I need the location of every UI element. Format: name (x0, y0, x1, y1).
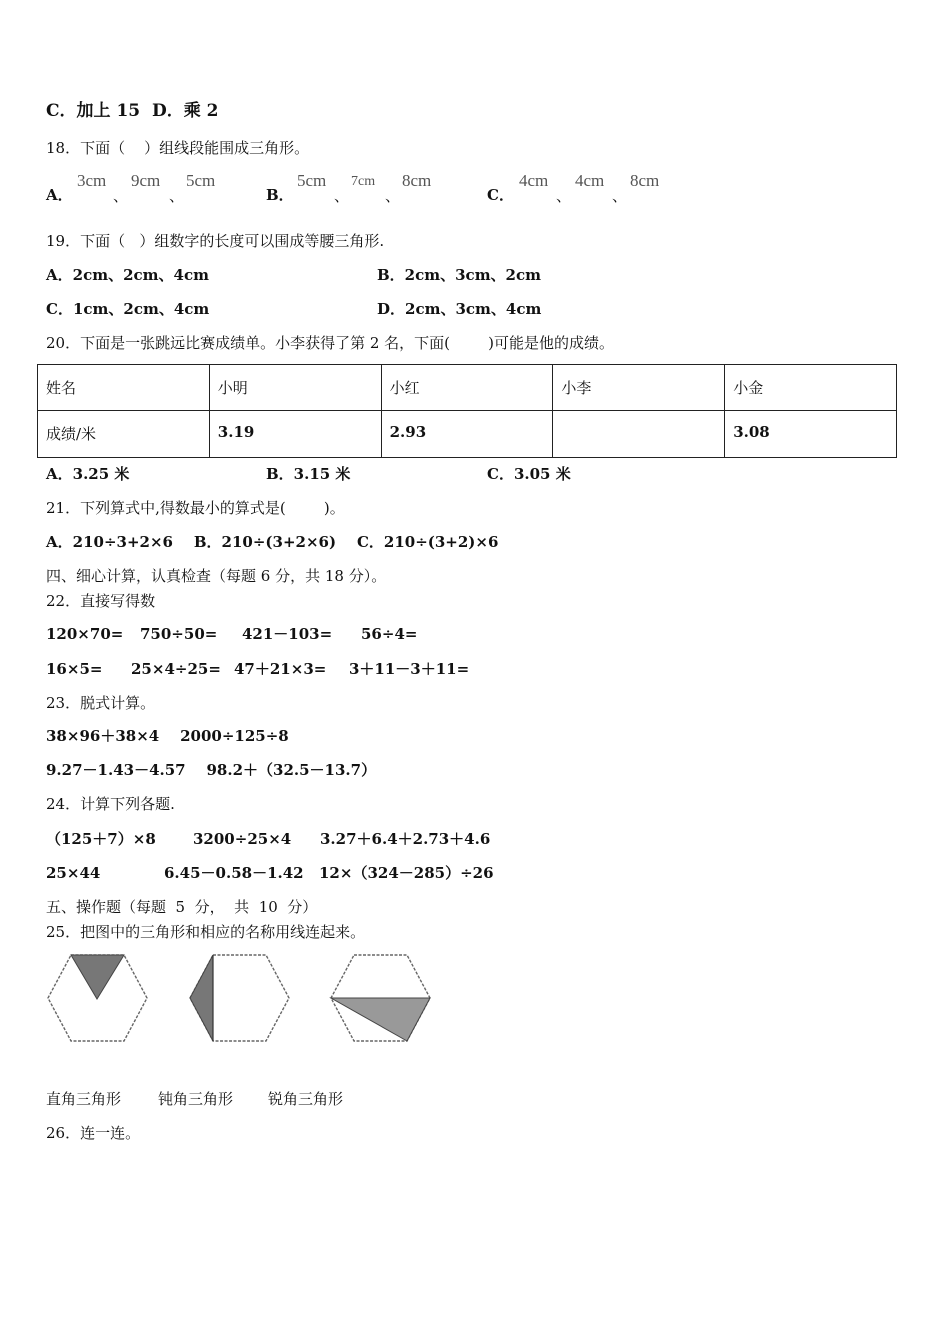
triangle-name-obtuse: 钝角三角形 (158, 1090, 234, 1108)
table-cell: 3.19 (209, 411, 381, 458)
q22-item: 16×5= (46, 660, 103, 678)
hexagon-figure-3 (329, 953, 433, 1045)
hexagon-figure-1 (46, 953, 150, 1045)
q18-a-sep-1: 、 (113, 187, 129, 205)
hexagon-figure-2 (188, 953, 292, 1045)
q25-stem: 25．把图中的三角形和相应的名称用线连起来。 (46, 923, 366, 941)
q24-item: 12×（324－285）÷26 (319, 864, 494, 882)
q23-row-1: 38×96＋38×4 2000÷125÷8 (46, 727, 289, 745)
section-4-heading: 四、细心计算，认真检查（每题 6 分，共 18 分）。 (46, 567, 387, 585)
q20-option-a: A．3.25 米 (46, 465, 130, 483)
table-cell: 小明 (209, 365, 381, 411)
q18-option-c-label: C． (487, 186, 514, 204)
q19-option-a: A．2cm、2cm、4cm (46, 266, 209, 284)
q24-item: 3.27＋6.4＋2.73＋4.6 (320, 830, 491, 848)
q18-c-segment-2: 4cm (575, 171, 605, 190)
q17-option-d: D．乘 2 (152, 101, 219, 121)
triangle-name-acute: 锐角三角形 (268, 1090, 344, 1108)
q22-item: 750÷50= (140, 625, 218, 643)
q24-stem: 24．计算下列各题. (46, 795, 175, 813)
q18-option-a-label: A． (46, 186, 73, 204)
q18-a-segment-1: 3cm (77, 171, 107, 190)
q21-options: A．210÷3+2×6 B．210÷(3+2×6) C．210÷(3+2)×6 (46, 533, 499, 551)
q18-b-segment-3: 8cm (402, 171, 432, 190)
q18-b-sep-2: 、 (385, 187, 401, 205)
long-jump-score-table (37, 364, 897, 458)
q20-option-b: B．3.15 米 (266, 465, 351, 483)
q24-item: （125＋7）×8 (46, 830, 156, 848)
q20-stem: 20．下面是一张跳远比赛成绩单。小李获得了第 2 名，下面( )可能是他的成绩。 (46, 334, 615, 352)
q19-option-c: C．1cm、2cm、4cm (46, 300, 210, 318)
q26-stem: 26．连一连。 (46, 1124, 141, 1142)
q22-item: 3＋11－3＋11= (349, 660, 470, 678)
table-cell: 小红 (381, 365, 553, 411)
q18-c-segment-1: 4cm (519, 171, 549, 190)
q22-item: 120×70= (46, 625, 124, 643)
table-cell: 3.08 (725, 411, 897, 458)
q17-option-c: C．加上 15 (46, 101, 141, 121)
q18-b-sep-1: 、 (334, 187, 350, 205)
q22-item: 421－103= (242, 625, 333, 643)
table-cell: 小李 (553, 365, 725, 411)
q22-item: 25×4÷25= (131, 660, 221, 678)
q19-stem: 19．下面（ ）组数字的长度可以围成等腰三角形. (46, 232, 385, 250)
q18-b-segment-2: 7cm (351, 174, 376, 189)
q24-item: 3200÷25×4 (193, 830, 292, 848)
table-cell: 2.93 (381, 411, 553, 458)
q18-option-b-label: B． (266, 186, 294, 204)
q18-a-sep-2: 、 (169, 187, 185, 205)
section-5-heading: 五、操作题（每题 5 分， 共 10 分） (46, 898, 318, 916)
q22-item: 47＋21×3= (234, 660, 327, 678)
q18-a-segment-3: 5cm (186, 171, 216, 190)
q21-stem: 21．下列算式中,得数最小的算式是( )。 (46, 499, 345, 517)
q24-item: 25×44 (46, 864, 101, 882)
q23-stem: 23．脱式计算。 (46, 694, 156, 712)
table-row (38, 411, 897, 458)
q22-item: 56÷4= (361, 625, 418, 643)
q24-item: 6.45－0.58－1.42 (164, 864, 304, 882)
q18-c-sep-2: 、 (612, 187, 628, 205)
table-row (38, 365, 897, 411)
q22-stem: 22．直接写得数 (46, 592, 156, 610)
q18-c-sep-1: 、 (556, 187, 572, 205)
q18-b-segment-1: 5cm (297, 171, 327, 190)
table-cell: 小金 (725, 365, 897, 411)
q19-option-d: D．2cm、3cm、4cm (377, 300, 542, 318)
table-cell: 姓名 (38, 365, 210, 411)
q23-row-2: 9.27－1.43－4.57 98.2＋（32.5－13.7） (46, 761, 377, 779)
table-cell (553, 411, 725, 458)
table-cell: 成绩/米 (38, 411, 210, 458)
q20-option-c: C．3.05 米 (487, 465, 571, 483)
q18-stem: 18．下面（ ）组线段能围成三角形。 (46, 139, 310, 157)
q18-a-segment-2: 9cm (131, 171, 161, 190)
q18-c-segment-3: 8cm (630, 171, 660, 190)
triangle-name-right: 直角三角形 (46, 1090, 122, 1108)
q19-option-b: B．2cm、3cm、2cm (377, 266, 542, 284)
